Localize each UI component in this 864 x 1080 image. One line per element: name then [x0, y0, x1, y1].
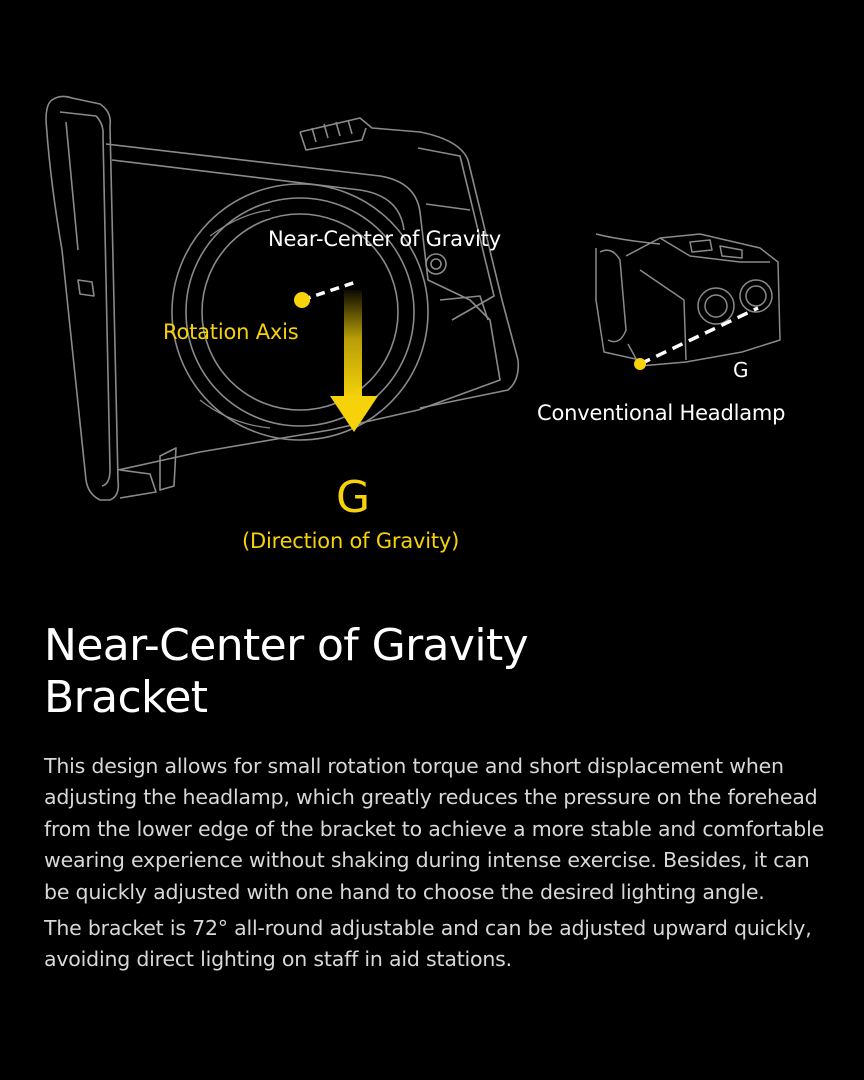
- conventional-dashed-line: [640, 308, 758, 364]
- conventional-axis-dot: [634, 358, 646, 370]
- title-line-2: Bracket: [44, 672, 208, 723]
- conventional-headlamp-label: Conventional Headlamp: [537, 401, 786, 425]
- rotation-axis-label: Rotation Axis: [163, 320, 299, 344]
- description-paragraph-2: The bracket is 72° all-round adjustable and can be adjusted upward quickly, avoiding direct lighting on staff in aid stations.: [44, 916, 812, 972]
- gravity-arrow: [330, 290, 378, 432]
- page-title: [44, 620, 824, 724]
- gravity-direction-label: (Direction of Gravity): [242, 529, 460, 553]
- rotation-axis-dot: [294, 292, 310, 308]
- description-paragraph-1: This design allows for small rotation torque and short displacement when adjusting the headlamp, which greatly reduces the pressure on the forehead from the lower edge of the bracket to achieve a more stable and comfortable wearing experience without shaking during intense exercise. Besides, it can be quickly adjusted with one hand to choose the desired lighting angle.: [44, 754, 825, 904]
- conventional-headlamp-drawing: [596, 234, 780, 366]
- near-center-label: Near-Center of Gravity: [268, 227, 501, 251]
- conventional-gravity-symbol: G: [733, 358, 749, 382]
- bracket-headlamp-drawing: [46, 96, 518, 500]
- description: [44, 751, 834, 981]
- gravity-symbol: G: [336, 472, 371, 523]
- title-line-1: Near-Center of Gravity: [44, 620, 529, 671]
